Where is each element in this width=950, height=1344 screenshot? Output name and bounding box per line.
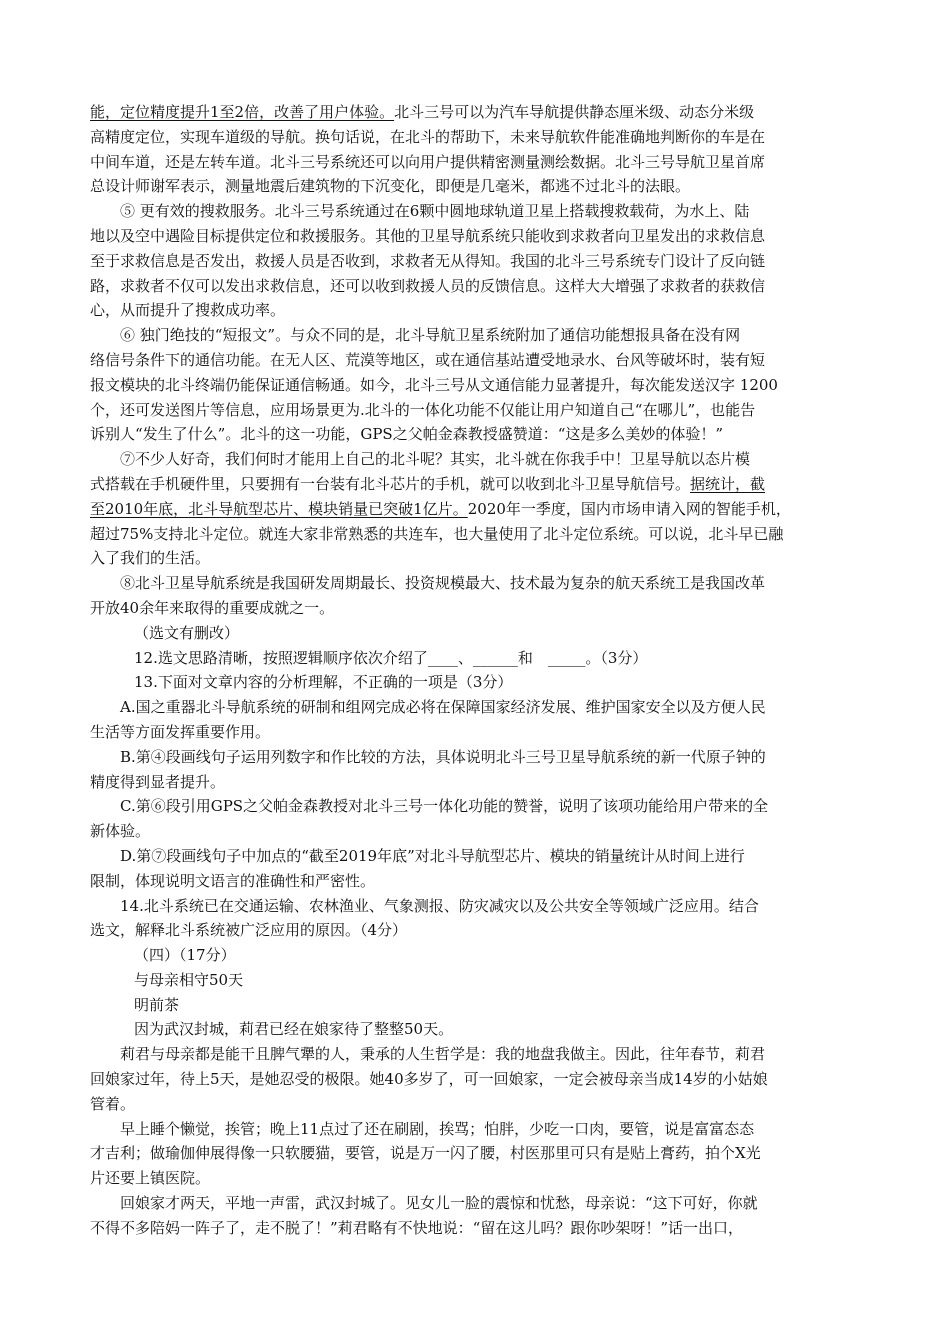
text-span: ⑤ 更有效的搜救服务。北斗三号系统通过在6颗中圆地球轨道卫星上搭载搜救载荷，为水上、陆 bbox=[120, 202, 750, 221]
text-line bbox=[90, 274, 862, 299]
text-span: （选文有删改） bbox=[134, 623, 240, 642]
text-span: 心，从而提升了搜救成功率。 bbox=[90, 301, 286, 320]
text-line bbox=[90, 1166, 862, 1191]
option-c bbox=[90, 794, 862, 819]
text-line bbox=[90, 224, 862, 249]
text-line bbox=[90, 869, 862, 894]
underlined-text: 至2010年底，北斗导航型芯片、模块销量已突破1亿片。 bbox=[90, 499, 468, 518]
text-line bbox=[90, 125, 862, 150]
text-line bbox=[90, 174, 862, 199]
paragraph-7-start bbox=[90, 447, 862, 472]
text-span: D.第⑦段画线句子中加点的“截至2019年底”对北斗导航型芯片、模块的销量统计从时间上进行 bbox=[120, 846, 745, 865]
text-span: 地以及空中遇险目标提供定位和救援服务。其他的卫星导航系统只能收到求救者向卫星发出的求救信息 bbox=[90, 226, 766, 245]
text-span: 入了我们的生活。 bbox=[90, 549, 211, 568]
text-span: 12.选文思路清晰，按照逻辑顺序依次介绍了____、______和 _____。（3分） bbox=[134, 648, 648, 667]
text-span: 精度得到显者提升。 bbox=[90, 772, 226, 791]
text-line bbox=[90, 472, 862, 497]
text-span: 中间车道，还是左转车道。北斗三号系统还可以向用户提供精密测量测绘数据。北斗三号导航卫星首席 bbox=[90, 152, 766, 171]
text-span: ⑥ 独门绝技的“短报文”。与众不同的是，北斗导航卫星系统附加了通信功能想报具备在没有网 bbox=[120, 326, 741, 345]
text-line bbox=[90, 1141, 862, 1166]
text-span: 管着。 bbox=[90, 1094, 136, 1113]
paragraph-6-start bbox=[90, 323, 862, 348]
source-note bbox=[90, 621, 862, 646]
text-span: 高精度定位，实现车道级的导航。换句话说，在北斗的帮助下，未来导航软件能准确地判断你的车是在 bbox=[90, 127, 766, 146]
text-span: 诉别人“发生了什么”。北斗的这一功能，GPS之父帕金森教授盛赞道：“这是多么美妙的体验！” bbox=[90, 425, 724, 444]
text-line bbox=[90, 1216, 862, 1241]
question-12 bbox=[90, 646, 862, 671]
option-a bbox=[90, 695, 862, 720]
text-span: 总设计师谢军表示，测量地震后建筑物的下沉变化，即便是几毫米，都逃不过北斗的法眼。 bbox=[90, 177, 691, 196]
text-span: 开放40余年来取得的重要成就之一。 bbox=[90, 598, 335, 617]
section-heading bbox=[90, 943, 862, 968]
text-span: （四）（17分） bbox=[134, 946, 236, 965]
text-span: 才吉利；做瑜伽伸展得像一只软腰猫，要管，说是万一闪了腰，村医那里可只有是贴上膏药，拍个X光 bbox=[90, 1144, 761, 1163]
text-span: 莉君与母亲都是能干且脾气犟的人，秉承的人生哲学是：我的地盘我做主。因此，往年春节，莉君 bbox=[120, 1045, 766, 1064]
text-span: 不得不多陪妈一阵子了，走不脱了！”莉君略有不快地说：“留在这儿吗？跟你吵架呀！”话一出口， bbox=[90, 1218, 744, 1237]
text-span: 回娘家才两天，平地一声雷，武汉封城了。见女儿一脸的震惊和忧愁，母亲说：“这下可好，你就 bbox=[120, 1194, 758, 1213]
text-span: 因为武汉封城，莉君已经在娘家待了整整50天。 bbox=[134, 1020, 454, 1039]
option-b bbox=[90, 745, 862, 770]
text-line bbox=[90, 497, 862, 522]
text-span: 生活等方面发挥重要作用。 bbox=[90, 722, 271, 741]
text-line bbox=[90, 819, 862, 844]
article-author bbox=[90, 993, 862, 1018]
text-line bbox=[90, 1191, 862, 1216]
text-span: 13.下面对文章内容的分析理解，不正确的一项是（3分） bbox=[134, 673, 513, 692]
text-line bbox=[90, 422, 862, 447]
underlined-text: 能，定位精度提升1至2倍，改善了用户体验。 bbox=[90, 103, 395, 121]
text-span: 2020年一季度，国内市场申请入网的智能手机， bbox=[467, 499, 791, 518]
text-span: 报文模块的北斗终端仍能保证通信畅通。如今，北斗三号从文通信能力显著提升，每次能发送汉字 1200 bbox=[90, 375, 778, 394]
text-span: 回娘家过年，待上5天，是她忍受的极限。她40多岁了，可一回娘家，一定会被母亲当成14岁的小姑娘 bbox=[90, 1070, 768, 1089]
text-line bbox=[90, 1067, 862, 1092]
text-line bbox=[90, 770, 862, 795]
text-span: 14.北斗系统已在交通运输、农林渔业、气象测报、防灾减灾以及公共安全等领域广泛应用。结合 bbox=[120, 896, 759, 915]
option-d bbox=[90, 844, 862, 869]
text-span: 至于求救信息是否发出，救援人员是否收到，求救者无从得知。我国的北斗三号系统专门设计了反向链 bbox=[90, 251, 766, 270]
text-span: 早上睡个懒觉，挨管；晚上11点过了还在刷剧，挨骂；怕胖，少吃一口肉，要管，说是富富态态 bbox=[120, 1119, 755, 1138]
question-14 bbox=[90, 894, 862, 919]
text-line bbox=[90, 1117, 862, 1142]
text-span: ⑦不少人好奇，我们何时才能用上自己的北斗呢？其实，北斗就在你我手中！卫星导航以态片模 bbox=[120, 450, 751, 469]
document-page bbox=[90, 100, 862, 1241]
text-span: 选文，解释北斗系统被广泛应用的原因。（4分） bbox=[90, 921, 408, 940]
text-line bbox=[90, 249, 862, 274]
text-line bbox=[90, 100, 862, 125]
text-line bbox=[90, 1042, 862, 1067]
text-line bbox=[90, 373, 862, 398]
text-span: 络信号条件下的通信功能。在无人区、荒漠等地区，或在通信基站遭受地录水、台风等破坏时，装有短 bbox=[90, 350, 766, 369]
text-line bbox=[90, 596, 862, 621]
text-span: 与母亲相守50天 bbox=[134, 970, 244, 989]
text-line bbox=[90, 348, 862, 373]
text-line bbox=[90, 918, 862, 943]
text-span: B.第④段画线句子运用列数字和作比较的方法，具体说明北斗三号卫星导航系统的新一代原子钟的 bbox=[120, 747, 766, 766]
text-line bbox=[90, 1092, 862, 1117]
text-line bbox=[90, 546, 862, 571]
text-span: A.国之重器北斗导航系统的研制和组网完成必将在保障国家经济发展、维护国家安全以及方便人民 bbox=[120, 698, 766, 717]
text-span: C.第⑥段引用GPS之父帕金森教授对北斗三号一体化功能的赞誉，说明了该项功能给用户带来的全 bbox=[120, 797, 769, 816]
text-line bbox=[90, 522, 862, 547]
article-title bbox=[90, 968, 862, 993]
text-span: 路，求救者不仅可以发出求救信息，还可以收到救援人员的反馈信息。这样大大增强了求救者的获救信 bbox=[90, 276, 766, 295]
text-line bbox=[90, 1017, 862, 1042]
text-span: 明前茶 bbox=[134, 995, 180, 1014]
paragraph-8-start bbox=[90, 571, 862, 596]
question-13 bbox=[90, 670, 862, 695]
text-span: 新体验。 bbox=[90, 822, 151, 841]
text-line bbox=[90, 150, 862, 175]
text-span: 片还要上镇医院。 bbox=[90, 1169, 211, 1188]
text-line bbox=[90, 298, 862, 323]
text-span: 式搭载在手机硬件里，只要拥有一台装有北斗芯片的手机，就可以收到北斗卫星导航信号。 bbox=[90, 474, 691, 493]
text-span: 个，还可发送图片等信息，应用场景更为.北斗的一体化功能不仅能让用户知道自己“在哪儿”，也能告 bbox=[90, 400, 756, 419]
text-span: 北斗三号可以为汽车导航提供静态厘米级、动态分米级 bbox=[394, 103, 755, 121]
text-line bbox=[90, 398, 862, 423]
text-span: 超过75%支持北斗定位。就连大家非常熟悉的共连车，也大量使用了北斗定位系统。可以说，北斗早已融 bbox=[90, 524, 784, 543]
paragraph-5-start bbox=[90, 199, 862, 224]
text-span: ⑧北斗卫星导航系统是我国研发周期最长、投资规模最大、技术最为复杂的航天系统工是我国改革 bbox=[120, 574, 766, 593]
text-span: 限制，体现说明文语言的准确性和严密性。 bbox=[90, 871, 376, 890]
underlined-text: 据统计，截 bbox=[690, 474, 766, 493]
text-line bbox=[90, 720, 862, 745]
